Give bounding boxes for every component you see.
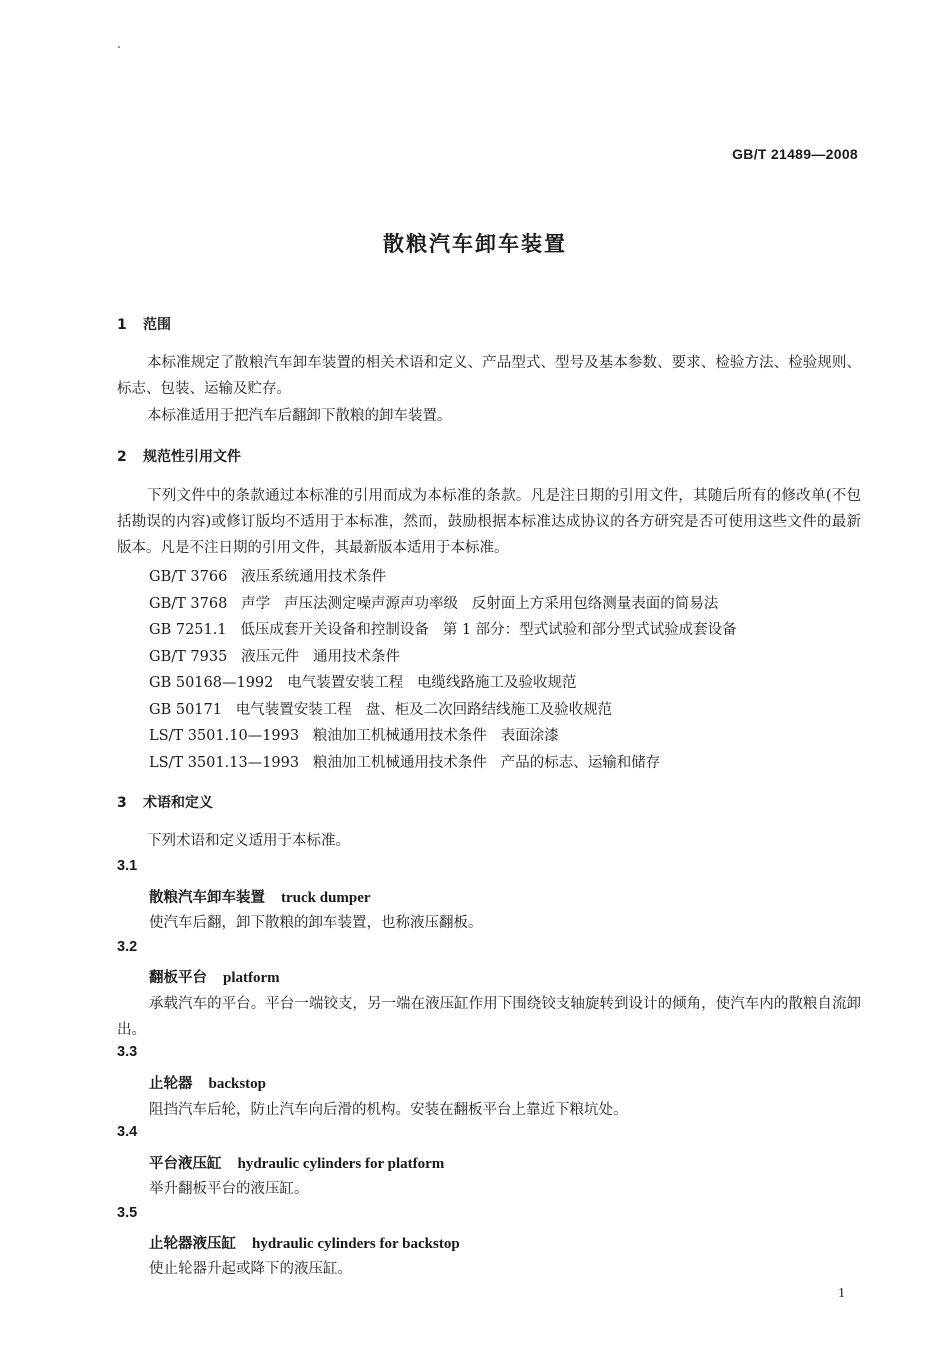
standard-code: GB/T 21489—2008: [732, 146, 858, 162]
term-number: 3.5: [117, 1205, 138, 1221]
reference-item: LS/T 3501.10—1993 粮油加工机械通用技术条件 表面涂漆: [149, 728, 559, 744]
term-number: 3.2: [117, 939, 138, 955]
term-chinese: 止轮器液压缸: [149, 1236, 236, 1252]
normative-references-paragraph: 下列文件中的条款通过本标准的引用而成为本标准的条款。凡是注日期的引用文件，其随后所有的修改单(不包括勘误的内容)或修订版均不适用于本标准，然而，鼓励根据本标准达成协议的各方研究是否可使用这些文件的最新版本。凡是不注日期的引用文件，其最新版本适用于本标准。: [117, 488, 861, 556]
page-number: 1: [838, 1286, 845, 1301]
reference-item: GB/T 3766 液压系统通用技术条件: [149, 569, 387, 585]
section-heading-3: [117, 792, 213, 812]
scan-speck: [118, 46, 120, 48]
section-heading-2: [117, 446, 241, 466]
reference-item: LS/T 3501.13—1993 粮油加工机械通用技术条件 产品的标志、运输和储存: [149, 755, 661, 771]
term-definition: 承载汽车的平台。平台一端铰支，另一端在液压缸作用下围绕铰支轴旋转到设计的倾角，使汽车内的散粮自流卸出。: [117, 996, 861, 1038]
term-definition: 使止轮器升起或降下的液压缸。: [149, 1261, 352, 1277]
term-number: 3.4: [117, 1124, 138, 1140]
term-heading: [149, 966, 280, 987]
scope-applicability-paragraph: 本标准适用于把汽车后翻卸下散粮的卸车装置。: [147, 408, 452, 424]
term-chinese: 止轮器: [149, 1076, 193, 1092]
section-title: 规范性引用文件: [143, 449, 241, 465]
section-heading-1: [117, 314, 171, 334]
scope-paragraph: 本标准规定了散粮汽车卸车装置的相关术语和定义、产品型式、型号及基本参数、要求、检验方法、检验规则、标志、包装、运输及贮存。: [117, 355, 861, 397]
term-english: hydraulic cylinders for backstop: [252, 1236, 460, 1252]
term-definition: 阻挡汽车后轮，防止汽车向后滑的机构。安装在翻板平台上靠近下粮坑处。: [149, 1102, 628, 1118]
term-heading: [149, 1152, 444, 1173]
reference-item: GB/T 7935 液压元件 通用技术条件: [149, 649, 400, 665]
term-definition: 举升翻板平台的液压缸。: [149, 1181, 309, 1197]
term-english: hydraulic cylinders for platform: [237, 1156, 445, 1172]
term-heading: [149, 1072, 266, 1093]
term-english: truck dumper: [281, 890, 371, 906]
terms-intro-paragraph: 下列术语和定义适用于本标准。: [147, 833, 350, 849]
term-heading: [149, 1232, 460, 1253]
section-title: 范围: [143, 317, 171, 333]
section-number: 1: [117, 317, 127, 333]
reference-item: GB 50168—1992 电气装置安装工程 电缆线路施工及验收规范: [149, 675, 577, 691]
term-heading: [149, 886, 371, 907]
term-number: 3.1: [117, 858, 138, 874]
term-definition: 使汽车后翻，卸下散粮的卸车装置，也称液压翻板。: [149, 915, 483, 931]
term-chinese: 平台液压缸: [149, 1156, 222, 1172]
term-number: 3.3: [117, 1044, 138, 1060]
section-number: 3: [117, 795, 127, 811]
reference-item: GB 50171 电气装置安装工程 盘、柜及二次回路结线施工及验收规范: [149, 702, 613, 718]
reference-item: GB/T 3768 声学 声压法测定噪声源声功率级 反射面上方采用包络测量表面的简易法: [149, 596, 719, 612]
document-title: 散粮汽车卸车装置: [383, 232, 567, 256]
term-chinese: 翻板平台: [149, 970, 207, 986]
reference-item: GB 7251.1 低压成套开关设备和控制设备 第 1 部分：型式试验和部分型式试验成套设备: [149, 622, 737, 638]
term-english: backstop: [208, 1076, 267, 1092]
section-number: 2: [117, 449, 127, 465]
section-title: 术语和定义: [143, 795, 213, 811]
term-chinese: 散粮汽车卸车装置: [149, 890, 265, 906]
term-english: platform: [223, 970, 280, 986]
